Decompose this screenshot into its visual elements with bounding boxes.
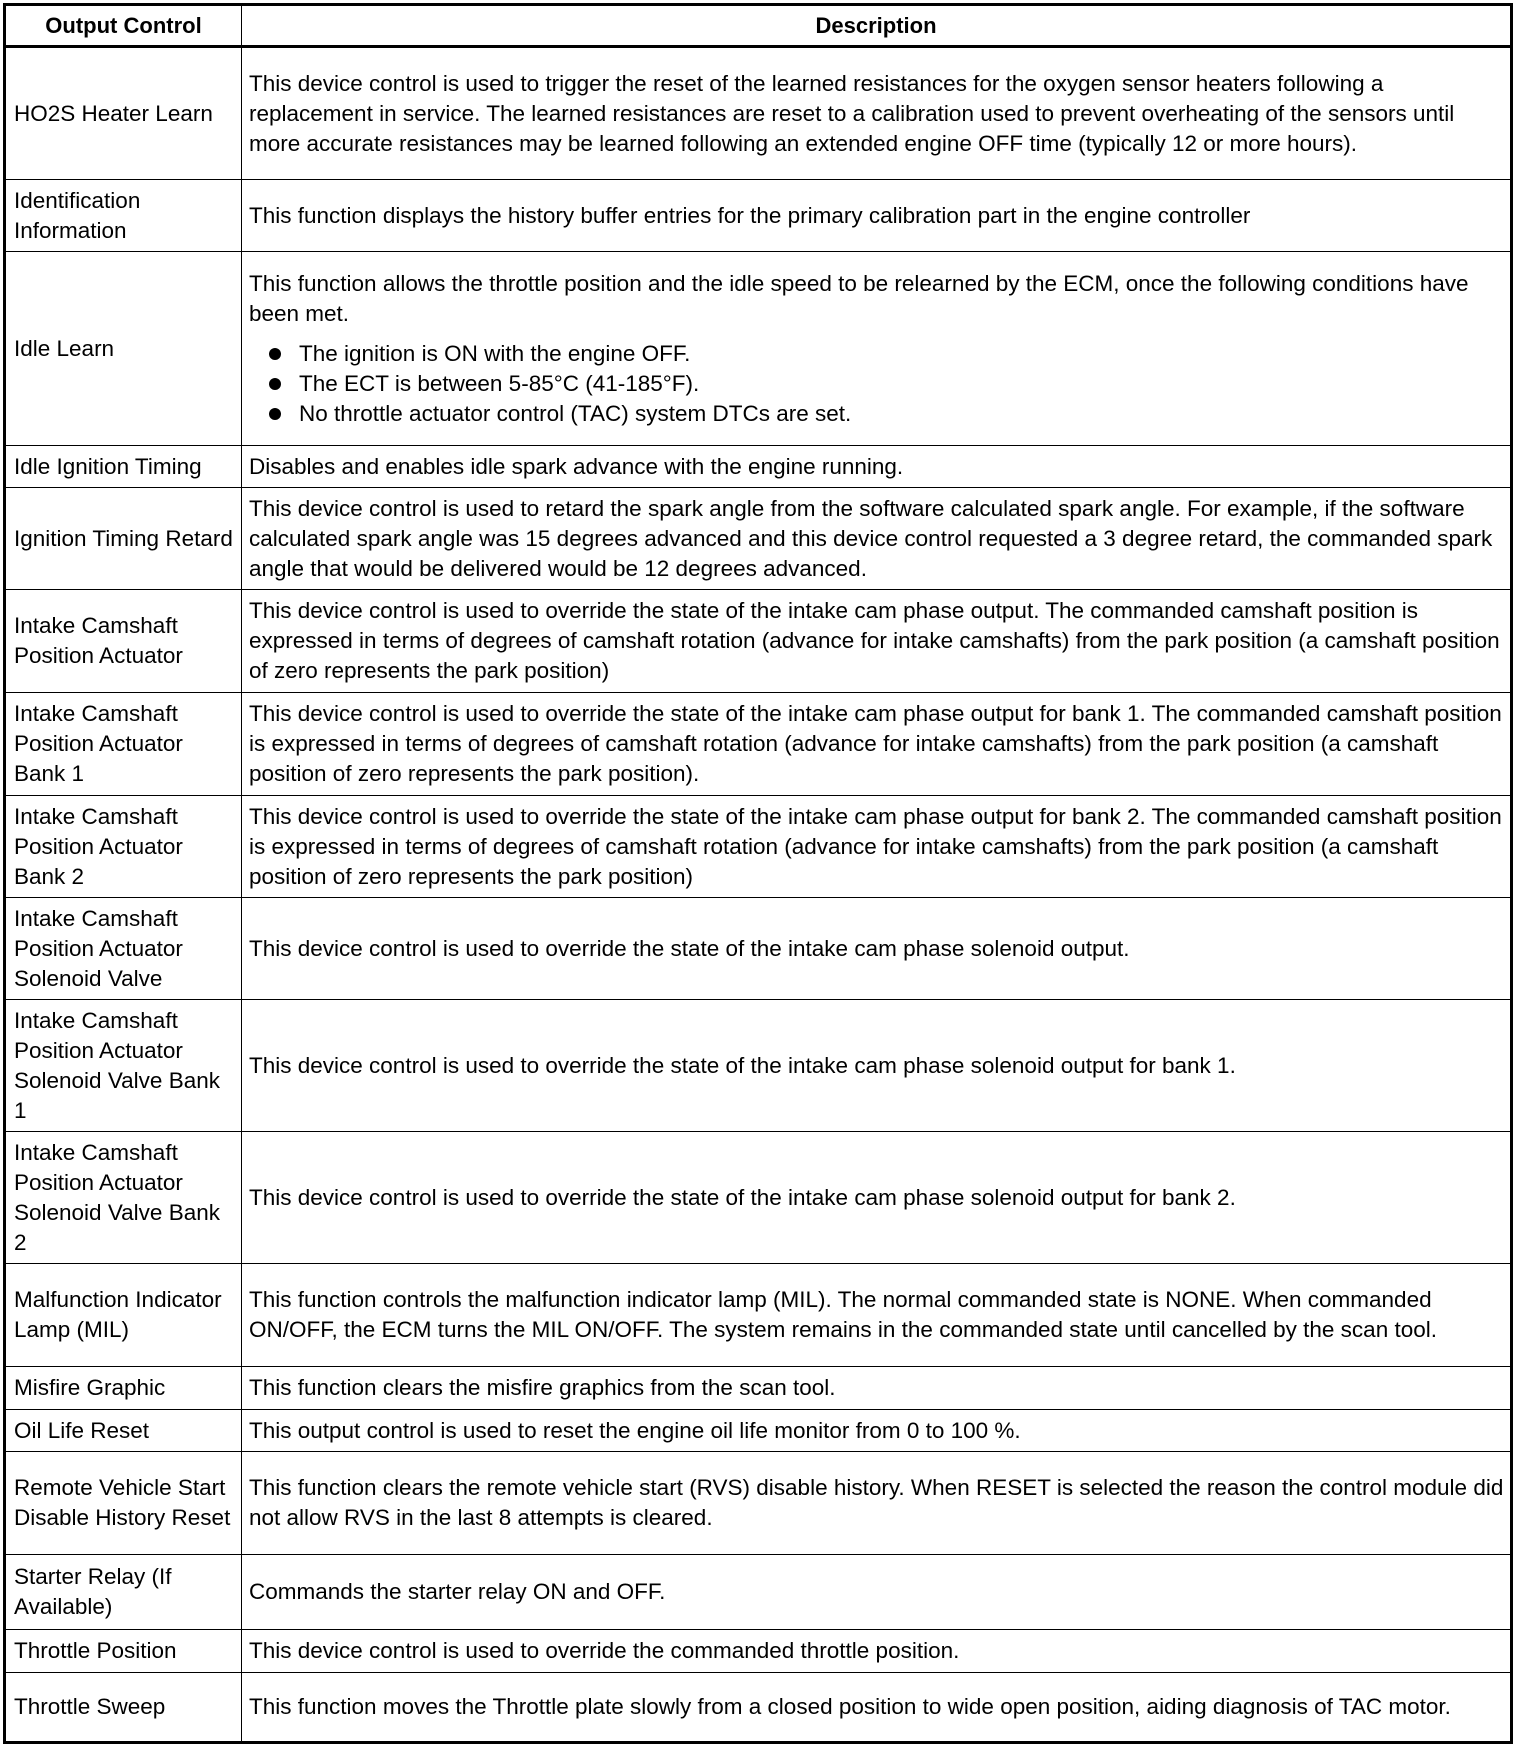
output-control-description: Disables and enables idle spark advance with the engine running.: [242, 446, 1512, 488]
table-row: [5, 1132, 1512, 1264]
output-control-name: Starter Relay (If Available): [5, 1555, 242, 1630]
table-row: [5, 693, 1512, 796]
table-row: [5, 1000, 1512, 1132]
output-control-description: This function controls the malfunction indicator lamp (MIL). The normal commanded state is NONE. When commanded ON/OFF, the ECM turns the MIL ON/OFF. The system remains in the commanded state until cancelled by the scan tool.: [242, 1264, 1512, 1367]
output-control-table: [3, 3, 1513, 1744]
table-row: [5, 1367, 1512, 1410]
output-control-name: Identification Information: [5, 180, 242, 252]
condition-item: [269, 369, 1504, 399]
output-control-name: Intake Camshaft Position Actuator: [5, 590, 242, 693]
table-row: [5, 252, 1512, 446]
condition-item: [269, 339, 1504, 369]
table-row: [5, 796, 1512, 898]
table-row: [5, 1673, 1512, 1743]
table-row: [5, 1410, 1512, 1452]
table-row: [5, 47, 1512, 180]
output-control-name: Malfunction Indicator Lamp (MIL): [5, 1264, 242, 1367]
table-row: [5, 590, 1512, 693]
output-control-name: Misfire Graphic: [5, 1367, 242, 1410]
output-control-description: This device control is used to override the state of the intake cam phase solenoid output.: [242, 898, 1512, 1000]
table-row: [5, 1264, 1512, 1367]
output-control-description: This device control is used to retard the spark angle from the software calculated spark angle. For example, if the software calculated spark angle was 15 degrees advanced and this device control requested a 3 degree retard, the commanded spark angle that would be delivered would be 12 degrees advanced.: [242, 488, 1512, 590]
output-control-description: This device control is used to override the state of the intake cam phase solenoid output for bank 1.: [242, 1000, 1512, 1132]
output-control-description: This device control is used to override the state of the intake cam phase output for bank 2. The commanded camshaft position is expressed in terms of degrees of camshaft rotation (advance for intake camshafts) from the park position (a camshaft position of zero represents the park position): [242, 796, 1512, 898]
output-control-name: Throttle Sweep: [5, 1673, 242, 1743]
conditions-list: [249, 339, 1504, 429]
output-control-description: This output control is used to reset the engine oil life monitor from 0 to 100 %.: [242, 1410, 1512, 1452]
output-control-name: HO2S Heater Learn: [5, 47, 242, 180]
output-control-description: This device control is used to trigger the reset of the learned resistances for the oxygen sensor heaters following a replacement in service. The learned resistances are reset to a calibration used to prevent overheating of the sensors until more accurate resistances may be learned following an extended engine OFF time (typically 12 or more hours).: [242, 47, 1512, 180]
output-control-description: This device control is used to override the state of the intake cam phase output for bank 1. The commanded camshaft position is expressed in terms of degrees of camshaft rotation (advance for intake camshafts) from the park position (a camshaft position of zero represents the park position).: [242, 693, 1512, 796]
output-control-description: This device control is used to override the state of the intake cam phase solenoid output for bank 2.: [242, 1132, 1512, 1264]
table-row: [5, 446, 1512, 488]
condition-text: The ECT is between 5-85°C (41-185°F).: [299, 370, 700, 396]
output-control-name: Idle Ignition Timing: [5, 446, 242, 488]
bullet-icon: [269, 348, 281, 360]
output-control-description: This function displays the history buffer entries for the primary calibration part in the engine controller: [242, 180, 1512, 252]
table-row: [5, 1555, 1512, 1630]
output-control-name: Intake Camshaft Position Actuator Bank 2: [5, 796, 242, 898]
bullet-icon: [269, 378, 281, 390]
condition-item: [269, 399, 1504, 429]
description-lead-text: This function allows the throttle position and the idle speed to be relearned by the ECM, once the following conditions have been met.: [249, 270, 1469, 326]
condition-text: No throttle actuator control (TAC) system DTCs are set.: [299, 400, 852, 426]
column-header-description: Description: [242, 5, 1512, 47]
output-control-name: Intake Camshaft Position Actuator Solenoid Valve Bank 1: [5, 1000, 242, 1132]
output-control-name: Remote Vehicle Start Disable History Reset: [5, 1452, 242, 1555]
output-control-name: Intake Camshaft Position Actuator Solenoid Valve Bank 2: [5, 1132, 242, 1264]
output-control-description: This function clears the remote vehicle start (RVS) disable history. When RESET is selected the reason the control module did not allow RVS in the last 8 attempts is cleared.: [242, 1452, 1512, 1555]
condition-text: The ignition is ON with the engine OFF.: [299, 340, 691, 366]
output-control-description: Commands the starter relay ON and OFF.: [242, 1555, 1512, 1630]
output-control-name: Throttle Position: [5, 1630, 242, 1673]
output-control-name: Intake Camshaft Position Actuator Bank 1: [5, 693, 242, 796]
column-header-output-control: Output Control: [5, 5, 242, 47]
table-row: [5, 1452, 1512, 1555]
output-control-name: Oil Life Reset: [5, 1410, 242, 1452]
output-control-name: Ignition Timing Retard: [5, 488, 242, 590]
table-row: [5, 898, 1512, 1000]
output-control-description: This device control is used to override the commanded throttle position.: [242, 1630, 1512, 1673]
table-row: [5, 180, 1512, 252]
output-control-description: This function clears the misfire graphics from the scan tool.: [242, 1367, 1512, 1410]
bullet-icon: [269, 408, 281, 420]
output-control-description: This function moves the Throttle plate slowly from a closed position to wide open position, aiding diagnosis of TAC motor.: [242, 1673, 1512, 1743]
table-row: [5, 1630, 1512, 1673]
header-row: [5, 5, 1512, 47]
output-control-name: Idle Learn: [5, 252, 242, 446]
output-control-description: This device control is used to override the state of the intake cam phase output. The commanded camshaft position is expressed in terms of degrees of camshaft rotation (advance for intake camshafts) from the park position (a camshaft position of zero represents the park position): [242, 590, 1512, 693]
output-control-name: Intake Camshaft Position Actuator Solenoid Valve: [5, 898, 242, 1000]
output-control-description: [242, 252, 1512, 446]
table-row: [5, 488, 1512, 590]
